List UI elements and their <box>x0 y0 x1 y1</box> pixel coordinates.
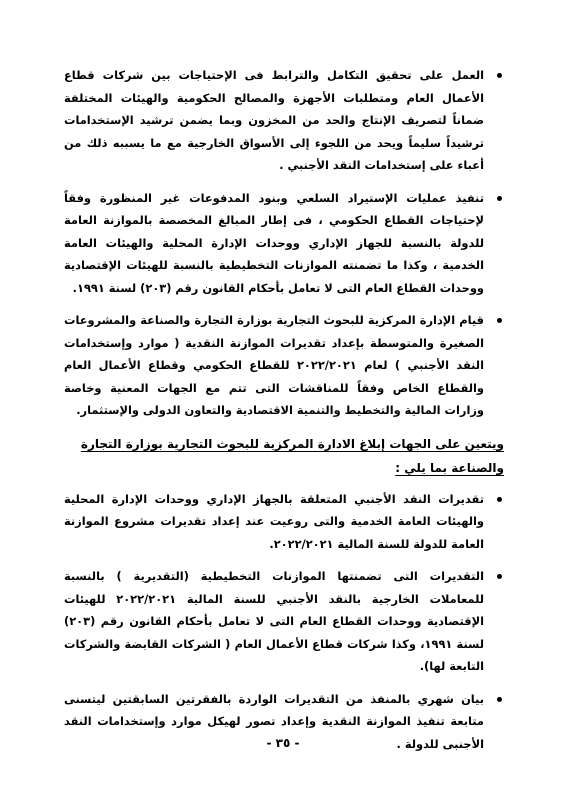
bullet-dot-icon <box>497 497 502 502</box>
bullet-text: تنفيذ عمليات الإستيراد السلعي وبنود المدفوعات غير المنظورة وفقاً لإحتياجات القطاع الحكومي ، فى إطار المبالغ المخصصة بالموازنة العامة للدولة بالنسبة للجهاز الإداري ووحدات الإدارة المحلية والهيئات العامة الخدمية ، وكذا ما تضمنته الموازنات التخطيطية بالنسبة للهيئات الإقتصادية ووحدات القطاع العام التى لا تعامل بأحكام القانون رقم (٢٠٣) لسنة ١٩٩١. <box>64 190 484 295</box>
bullet-text: التقديرات التى تضمنتها الموازنات التخطيطية (التقديرية ) بالنسبة للمعاملات الخارجية بالنقد الأجنبي للسنة المالية ٢٠٢٢/٢٠٢١ للهيئات الإقتصادية ووحدات القطاع العام التى لا تعامل بأحكام القانون رقم (٢٠٣) لسنة ١٩٩١، وكذا شركات قطاع الأعمال العام ( الشركات القابضة والشركات التابعة لها). <box>64 569 484 673</box>
bullet-dot-icon <box>497 73 502 78</box>
bullet-list-1 <box>64 64 504 422</box>
bullet-list-2 <box>64 488 504 756</box>
bullet-item <box>64 488 504 556</box>
bullet-text: العمل على تحقيق التكامل والترابط فى الإحتياجات بين شركات قطاع الأعمال العام ومتطلبات الأجهزة والمصالح الحكومية والهيئات المختلفة ضماناً لتصريف الإنتاج والحد من المخزون وبما يضمن ترشيد الإستخدامات ترشيداً سليماً ويحد من اللجوء إلى الأسواق الخارجية مع ما يسببه ذلك من أعباء على إستخدامات النقد الأجنبي . <box>64 68 484 172</box>
bullet-text: قيام الإدارة المركزية للبحوث التجارية بوزارة التجارة والصناعة والمشروعات الصغيرة والمتوسطة بإعداد تقديرات الموازنة النقدية ( موارد وإستخدامات النقد الأجنبي ) لعام ٢٠٢٢/٢٠٢١ للقطاع الحكومي وقطاع الأعمال العام والقطاع الخاص وفقاً للمناقشات التى تتم مع الجهات المعنية وخاصة وزارات المالية والتخطيط والتنمية الاقتصادية والتعاون الدولى والإستثمار. <box>64 313 484 417</box>
bullet-dot-icon <box>497 697 502 702</box>
section-heading: ويتعين على الجهات إبلاغ الادارة المركزية للبحوث التجارية بوزارة التجارة والصناعة بما يلي : <box>80 436 504 475</box>
bullet-text: بيان شهري بالمنفذ من التقديرات الواردة بالفقرتين السابقتين ليتسنى متابعة تنفيذ الموازنة النقدية وإعداد تصور لهيكل موارد وإستخدامات النقد الأجنبى للدولة . <box>64 691 484 751</box>
bullet-dot-icon <box>497 318 502 323</box>
page-number: - ٣٥ - <box>266 736 300 750</box>
bullet-dot-icon <box>497 574 502 579</box>
bullet-dot-icon <box>497 196 502 201</box>
bullet-item <box>64 309 504 422</box>
bullet-text: تقديرات النقد الأجنبي المتعلقة بالجهاز الإداري ووحدات الإدارة المحلية والهيئات العامة الخدمية والتى روعيت عند إعداد تقديرات مشروع الموازنة العامة للدولة للسنة المالية ٢٠٢٢/٢٠٢١. <box>64 491 484 551</box>
bullet-item <box>64 187 504 300</box>
bullet-item <box>64 565 504 678</box>
bullet-item <box>64 64 504 177</box>
